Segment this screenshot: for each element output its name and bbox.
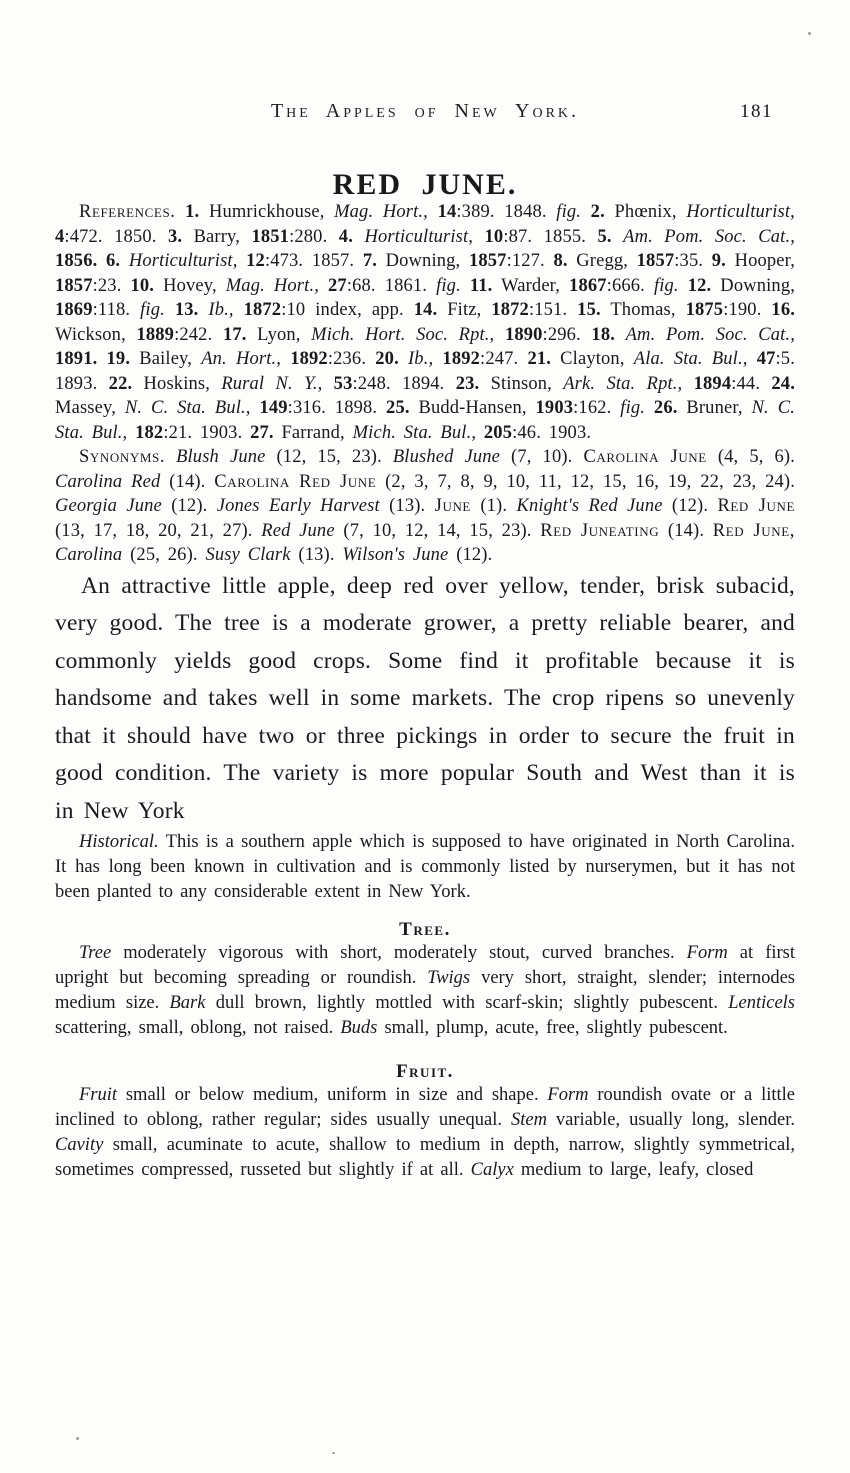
references-paragraph: References. 1. Humrickhouse, Mag. Hort., 14:389. 1848. fig. 2. Phœnix, Horticulturist, 4:472. 1850. 3. Barry, 1851:280. 4. Horticulturist, 10:87. 1855. 5. Am. Pom. Soc. Cat., 1856. 6. Horticulturist, 12:473. 1857. 7. Downing, 1857:127. 8. Gregg, 1857:35. 9. Hooper, 1857:23. 10. Hovey, Mag. Hort., 27:68. 1861. fig. 11. Warder, 1867:666. fig. 12. Downing, 1869:118. fig. 13. Ib., 1872:10 index, app. 14. Fitz, 1872:151. 15. Thomas, 1875:190. 16. Wickson, 1889:242. 17. Lyon, Mich. Hort. Soc. Rpt., 1890:296. 18. Am. Pom. Soc. Cat., 1891. 19. Bailey, An. Hort., 1892:236. 20. Ib., 1892:247. 21. Clayton, Ala. Sta. Bul., 47:5. 1893. 22. Hoskins, Rural N. Y., 53:248. 1894. 23. Stinson, Ark. Sta. Rpt., 1894:44. 24. Massey, N. C. Sta. Bul., 149:316. 1898. 25. Budd-Hansen, 1903:162. fig. 26. Bruner, N. C. Sta. Bul., 182:21. 1903. 27. Farrand, Mich. Sta. Bul., 205:46. 1903. <box>55 202 795 443</box>
scan-artifact-dot <box>76 1437 79 1440</box>
tree-paragraph: Tree moderately vigorous with short, moderately stout, curved branches. Form at first upright but becoming spreading or roundish. Twigs very short, straight, slender; internodes medium size. Bark dull brown, lightly mottled with scarf-skin; slightly pubescent. Lenticels scattering, small, oblong, not raised. Buds small, plump, acute, free, slightly pubescent. <box>55 943 796 1038</box>
tree-section-heading: Tree. <box>399 919 451 940</box>
scan-artifact-dot <box>332 1452 335 1454</box>
description-paragraph: An attractive little apple, deep red over yellow, tender, brisk subacid, very good. The tree is a moderate grower, a pretty reliable bearer, and commonly yields good crops. Some find it profitable because it is handsome and takes well in some markets. The crop ripens so unevenly that it should have two or three pickings in order to secure the fruit in good condition. The variety is more popular South and West than it is in New York <box>55 572 795 824</box>
scan-artifact-dot <box>808 32 811 35</box>
historical-paragraph: Historical. This is a southern apple which is supposed to have originated in North Carolina. It has long been known in cultivation and is commonly listed by nurserymen, but it has not been planted to any considerable extent in New York. <box>55 832 795 902</box>
variety-title: RED JUNE. <box>332 168 518 201</box>
page-header <box>55 100 795 124</box>
page-number: 181 <box>740 101 773 122</box>
running-title: The Apples of New York. <box>270 100 580 122</box>
fruit-section-heading: Fruit. <box>396 1061 454 1082</box>
synonyms-paragraph: Synonyms. Blush June (12, 15, 23). Blushed June (7, 10). Carolina June (4, 5, 6). Carolina Red (14). Carolina Red June (2, 3, 7, 8, 9, 10, 11, 12, 15, 16, 19, 22, 23, 24). Georgia June (12). Jones Early Harvest (13). June (1). Knight's Red June (12). Red June (13, 17, 18, 20, 21, 27). Red June (7, 10, 12, 14, 15, 23). Red Juneating (14). Red June, Carolina (25, 26). Susy Clark (13). Wilson's June (12). <box>55 447 796 565</box>
fruit-paragraph: Fruit small or below medium, uniform in size and shape. Form roundish ovate or a little inclined to oblong, rather regular; sides usually unequal. Stem variable, usually long, slender. Cavity small, acuminate to acute, shallow to medium in depth, narrow, slightly symmetrical, sometimes compressed, russeted but slightly if at all. Calyx medium to large, leafy, closed <box>55 1085 795 1180</box>
